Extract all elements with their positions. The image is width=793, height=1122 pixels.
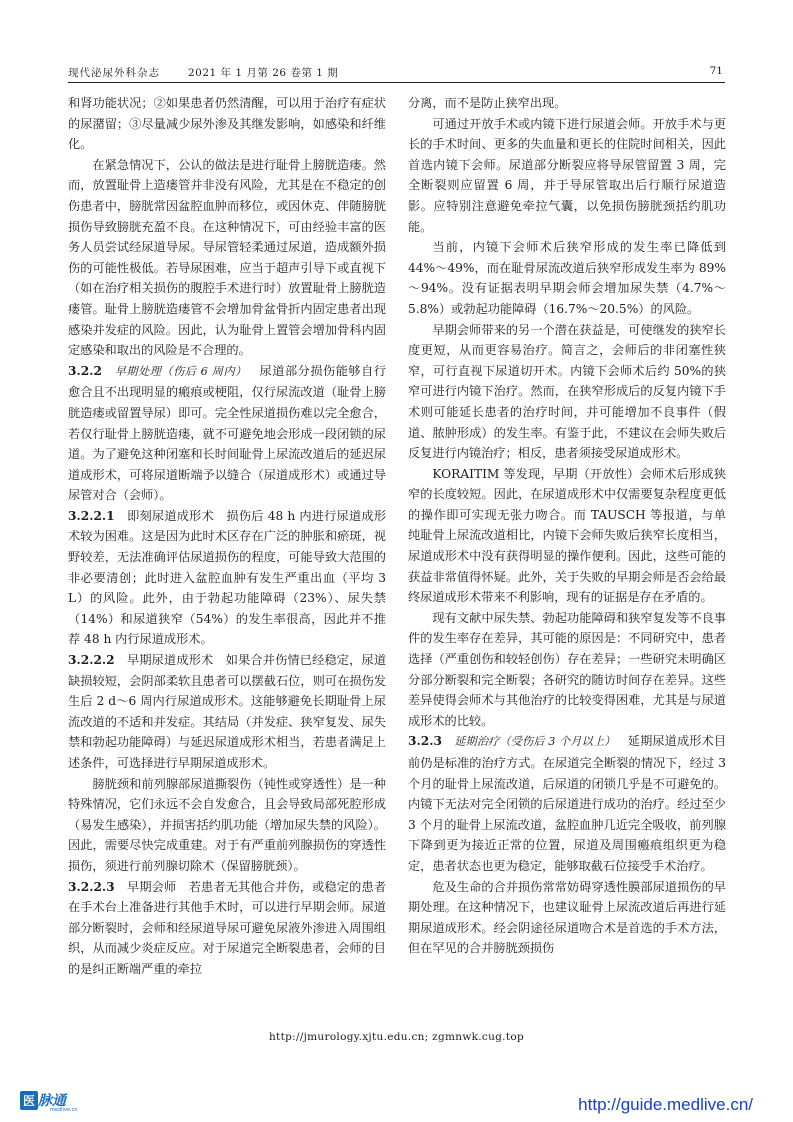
paragraph [408, 877, 726, 959]
section-title: 即刻尿道成形术 [126, 508, 214, 523]
section-title: 早期处理（伤后 6 周内） [114, 364, 247, 378]
section-paragraph [68, 650, 386, 774]
section-paragraph [68, 361, 386, 506]
paragraph-text: 和肾功能状况；②如果患者仍然清醒，可以用于治疗有症状的尿潴留；③尽量减少尿外渗及其继发影响，如感染和纤维化。 [68, 96, 386, 152]
paragraph-text: 在紧急情况下，公认的做法是进行耻骨上膀胱造瘘。然而，放置耻骨上造瘘管并非没有风险，尤其是在不稳定的创伤患者中，膀胱常因盆腔血肿而移位，或因休克、伴随膀胱损伤导致膀胱充盈不良。在这种情况下，可由经验丰富的医务人员尝试经尿道导尿。导尿管轻柔通过尿道，造成额外损伤的可能性极低。若导尿困难，应当于超声引导下或直视下（如在治疗相关损伤的腹腔手术进行时）放置耻骨上膀胱造瘘管。耻骨上膀胱造瘘管不会增加骨盆骨折内固定患者出现感染并发症的风险。因此，认为耻骨上置管会增加骨科内固定感染和取出的风险是不合理的。 [68, 157, 386, 358]
paragraph-text: 分离，而不是防止狭窄出现。 [408, 96, 567, 110]
paragraph [408, 93, 726, 114]
running-header [68, 60, 725, 83]
logo-badge: 医 [20, 1091, 38, 1110]
section-paragraph [68, 506, 386, 650]
logo-small-text: medlive.cn [50, 1107, 78, 1113]
journal-name: 现代泌尿外科杂志 [68, 67, 160, 79]
section-paragraph [408, 731, 726, 876]
paragraph [408, 114, 726, 238]
section-number: 3.2.2 [68, 363, 102, 378]
paragraph-text: 尿道部分损伤能够自行愈合且不出现明显的瘢痕或梗阻，仅行尿流改道（耻骨上膀胱造瘘或留置导尿）即可。完全性尿道损伤难以完全愈合，若仅行耻骨上膀胱造瘘，就不可避免地会形成一段闭锁的尿道。为了避免这种闭塞和长时间耻骨上尿流改道后的延迟尿道成形术，可将尿道断端予以缝合（尿道成形术）或通过导尿管对合（会师）。 [68, 363, 387, 503]
paragraph-text: 如果合并伤情已经稳定，尿道缺损较短，会阴部柔软且患者可以摆截石位，则可在损伤发生后 2 d～6 周内行尿道成形术。这能够避免长期耻骨上尿流改道的不适和并发症。其结局（并发症、狭窄复发、尿失禁和勃起功能障碍）与延迟尿道成形术相当，若患者满足上述条件，可选择进行早期尿道成形术。 [68, 653, 387, 770]
site-link[interactable]: http://guide.medlive.cn/ [578, 1095, 753, 1114]
paragraph-text: 损伤后 48 h 内进行尿道成形术较为困难。这是因为此时术区存在广泛的肿胀和瘀斑，视野较差，无法准确评估尿道损伤的程度，可能导致大范围的非必要清创；此时进入盆腔血肿有发生严重出血（平均 3 L）的风险。此外，由于勃起功能障碍（23%）、尿失禁（14%）和尿道狭窄（54%）的发生率很高，因此并不推荐 48 h 内行尿道成形术。 [68, 508, 386, 647]
section-paragraph [68, 877, 386, 980]
paragraph-text: 膀胱颈和前列腺部尿道撕裂伤（钝性或穿透性）是一种特殊情况，它们永远不会自发愈合，且会导致局部死腔形成（易发生感染），并损害括约肌功能（增加尿失禁的风险）。因此，需要尽快完成重建。对于有严重前列腺损伤的穿透性损伤，须进行前列腺切除术（保留膀胱颈）。 [68, 776, 386, 873]
paragraph [408, 608, 726, 732]
paragraph-text: 危及生命的合并损伤常常妨碍穿透性膜部尿道损伤的早期处理。在这种情况下，也建议耻骨上尿流改道后再进行延期尿道成形术。经会阴途径尿道吻合术是首选的手术方法，但在罕见的合并膀胱颈损伤 [408, 879, 726, 956]
paragraph-text: 延期尿道成形术目前仍是标准的治疗方式。在尿道完全断裂的情况下，经过 3 个月的耻骨上尿流改道，后尿道的闭锁几乎是不可避免的。内镜下无法对完全闭锁的后尿道进行成功的治疗。经过至少 3 个月的耻骨上尿流改道，盆腔血肿几近完全吸收，前列腺下降到更为接近正常的位置，尿道及周围瘢痕组织更为稳定，患者状态也更为稳定，能够取截石位接受手术治疗。 [408, 734, 727, 873]
paragraph [68, 155, 386, 361]
paragraph-text: KORAITIM 等发现，早期（开放性）会师术后形成狭窄的长度较短。因此，在尿道成形术中仅需要复杂程度更低的操作即可实现无张力吻合。而 TAUSCH 等报道，与单纯耻骨上尿流改道相比，内镜下会师失败后狭窄长度相当，尿道成形术中没有获得明显的操作便利。因此，这些可能的获益非常值得怀疑。此外，关于失败的早期会师是否会给最终尿道成形术带来不利影响，现有的证据是存在矛盾的。 [408, 466, 726, 605]
section-number: 3.2.3 [408, 734, 442, 749]
paragraph [408, 320, 726, 464]
right-column [408, 93, 726, 959]
section-title: 早期会师 [126, 879, 177, 894]
footer-url: http://jmurology.xjtu.edu.cn; zgmnwk.cug.top [268, 1031, 524, 1043]
paragraph [408, 237, 726, 319]
paragraph-text: 现有文献中尿失禁、勃起功能障碍和狭窄复发等不良事件的发生率存在差异，其可能的原因是：不同研究中，患者选择（严重创伤和较轻创伤）存在差异；一些研究未明确区分部分断裂和完全断裂；各研究的随访时间存在差异。这些差异使得会师术与其他治疗的比较变得困难，尤其是与尿道成形术的比较。 [408, 610, 726, 728]
page-number: 71 [709, 65, 723, 77]
issue-info: 2021 年 1 月第 26 卷第 1 期 [188, 67, 339, 79]
logo-text: 脉通 [38, 1093, 67, 1109]
paragraph-text: 若患者无其他合并伤，或稳定的患者在手术台上准备进行其他手术时，可以进行早期会师。尿道部分断裂时，会师和经尿道导尿可避免尿液外渗进入周围组织，从而减少炎症反应。对于尿道完全断裂患者，会师的目的是纠正断端严重的牵拉 [68, 879, 387, 976]
section-number: 3.2.2.3 [68, 879, 115, 894]
paragraph-text: 当前，内镜下会师术后狭窄形成的发生率已降低到 44%～49%，而在耻骨尿流改道后狭窄形成发生率为 89%～94%。没有证据表明早期会师会增加尿失禁（4.7%～5.8%）或勃起功能障碍（16.7%～20.5%）的风险。 [408, 240, 726, 316]
left-column [68, 93, 386, 980]
paragraph-text: 可通过开放手术或内镜下进行尿道会师。开放手术与更长的手术时间、更多的失血量和更长的住院时间相关，因此首选内镜下会师。尿道部分断裂应将导尿管留置 3 周，完全断裂则应留置 6 周，并于导尿管取出后行顺行尿道造影。应特别注意避免牵拉气囊，以免损伤膀胱颈括约肌功能。 [408, 116, 726, 234]
medlive-logo[interactable] [20, 1090, 92, 1114]
paragraph [68, 774, 386, 877]
section-number: 3.2.2.2 [68, 653, 115, 668]
section-title: 延期治疗（受伤后 3 个月以上） [454, 735, 616, 749]
paragraph [408, 464, 726, 608]
section-title: 早期尿道成形术 [126, 653, 214, 668]
section-number: 3.2.2.1 [68, 508, 115, 523]
paragraph-text: 早期会师带来的另一个潜在获益是，可使继发的狭窄长度更短，从而更容易治疗。简言之，会师后的非闭塞性狭窄，可行直视下尿道切开术。内镜下会师术后约 50%的狭窄可进行内镜下治疗。然而，在狭窄形成后的反复内镜下手术则可能延长患者的治疗时间，并可能增加不良事件（假道、脓肿形成）的发生率。有鉴于此，不建议在会师失败后反复进行内镜治疗；相反，患者须接受尿道成形术。 [408, 322, 726, 461]
paragraph [68, 93, 386, 155]
